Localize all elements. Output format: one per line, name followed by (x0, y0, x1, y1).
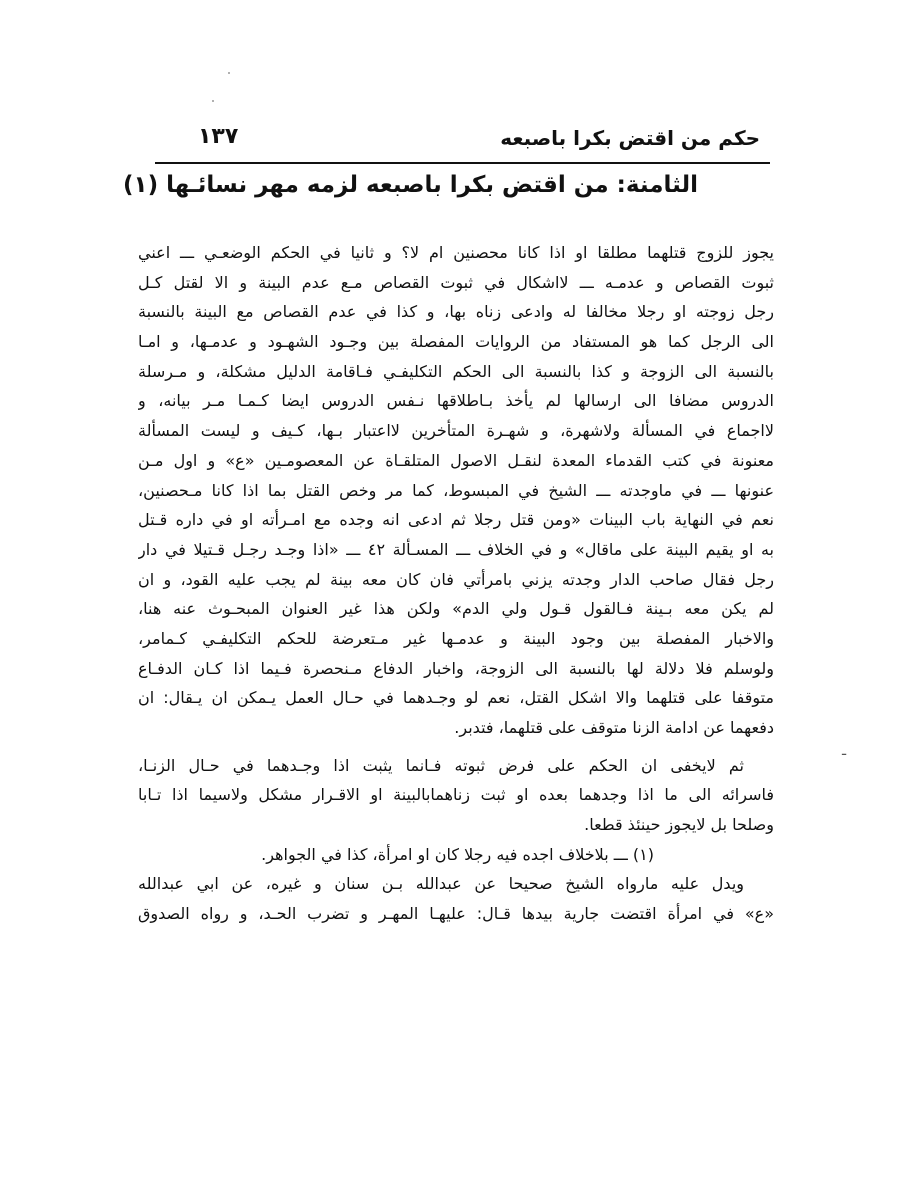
running-header (180, 120, 760, 160)
footnote-line: (١) ـــ بلاخلاف اجده فيه رجلا كان او امرأة، كذا في الجواهر. (261, 844, 654, 864)
text-line: والاخبار المفصلة بين وجود البينة و عدمـها غير مـتعرضة للحكم التكليفـي كـمامر، (138, 628, 774, 648)
text-line: نعم في النهاية باب البينات «ومن قتل رجلا ثم ادعى انه وجده مع امـرأته او في داره قـتل (138, 510, 774, 530)
text-line: الدروس مضافا الى ارسالها لم يأخذ بـاطلاقها نـفس الدروس ايضا كـمـا مـر بيانه، و (138, 391, 774, 411)
paragraph-gap (138, 743, 774, 751)
text-line: ثبوت القصاص و عدمـه ـــ لااشكال في ثبوت القصاص مـع عدم البينة و الا لقتل كـل (138, 272, 774, 292)
running-title: حكم من اقتض بكرا باصبعه (500, 126, 760, 150)
text-line: بالنسبة الى الزوجة و كذا بالنسبة الى الحكم التكليفـي فـاقامة الدليل مشكلة، و مـرسلة (138, 361, 774, 381)
scan-speck (212, 100, 214, 102)
text-line: ولوسلم فلا دلالة لها بالنسبة الى الزوجة، واخبار الدفاع مـنحصرة فـيما اذا كـان الدفـاع (138, 658, 774, 678)
footnote-line: «ع» في امرأة اقتضت جارية بيدها قـال: عليهـا المهـر و تضرب الحـد، و رواه الصدوق (138, 904, 774, 924)
text-line: رجل فقال صاحب الدار وجدته يزني بامرأتي فان كان معه بينة لم يجب عليه القود، و ان (138, 569, 774, 589)
page-number: ١٣٧ (198, 124, 239, 149)
text-line: وصلحا بل لايجوز حينئذ قطعا. (584, 815, 774, 835)
section-title: الثامنة: من اقتض بكرا باصبعه لزمه مهر نسائـها (١) (123, 172, 698, 198)
text-line: عنونها ـــ في ماوجدته ـــ الشيخ في المبسوط، كما مر وخص القتل بما اذا كانا مـحصنين، (138, 480, 774, 500)
scan-speck (228, 72, 230, 74)
text-line: متوقفا على قتلهما والا اشكل القتل، نعم لو وجـدهما في حـال العمل يـمكن ان يـقال: ان (138, 688, 774, 708)
text-line: لم يكن معه بـينة فـالقول قـول ولي الدم» ولكن هذا غير العنوان المبحـوث عنه هنا، (138, 599, 774, 619)
main-text (138, 238, 774, 929)
text-line: دفعهما عن ادامة الزنا متوقف على قتلهما، فتدبر. (454, 718, 774, 737)
header-rule (155, 162, 770, 164)
text-line: الى الرجل كما هو المستفاد من الروايات المفصلة بين وجـود الشهـود و عدمـها، و امـا (138, 332, 774, 352)
text-line: رجل زوجته او رجلا مخالفا له وادعى زناه بها، و كذا في عدم القصاص مع البينة بالنسبة (138, 302, 774, 322)
paragraph-2 (138, 751, 774, 840)
text-line: ثم لايخفى ان الحكم على فرض ثبوته فـانما يثبت اذا وجـدهما في حـال الزنـا، (138, 755, 744, 775)
text-line: به او يقيم البينة على ماقال» و في الخلاف ـــ المسـألة ٤٢ ـــ «اذا وجـد رجـل قـتيلا في دار (138, 539, 774, 559)
margin-mark: ـ (842, 743, 847, 759)
text-line: معنونة في كتب القدماء المعدة لنقـل الاصول المتلقـاة عن المعصومـين «ع» و اول مـن (138, 450, 774, 470)
text-line: يجوز للزوج قتلهما مطلقا او اذا كانا محصنين ام لا؟ و ثانيا في الحكم الوضعـي ـــ اعني (138, 243, 774, 262)
text-line: فاسرائه الى ما اذا وجدهما بعده او ثبت زناهمابالبينة او الاقـرار مشكل ولاسيما اذا تـابا (138, 785, 774, 805)
paragraph-1 (138, 238, 774, 743)
footnote (138, 840, 774, 929)
footnote-line: ويدل عليه مارواه الشيخ صحيحا عن عبدالله بـن سنان و غيره، عن ابي عبدالله (138, 874, 744, 894)
text-line: لااجماع في المسألة ولاشهرة، و شهـرة المتأخرين لااعتبار بـها، كـيف و ليست المسألة (138, 421, 774, 441)
